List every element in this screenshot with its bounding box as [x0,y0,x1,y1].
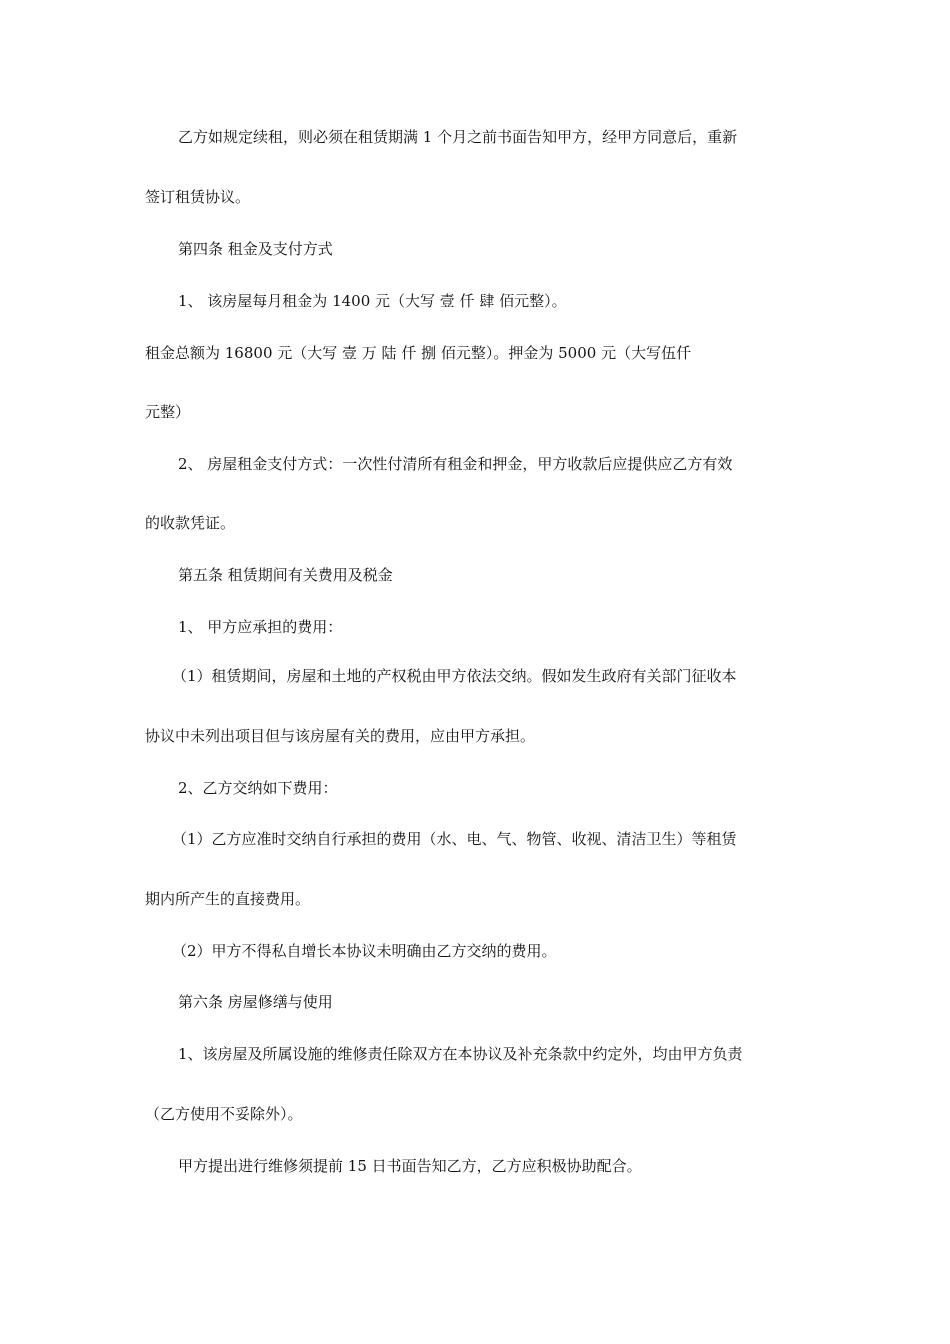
clause-4-2-payment-cont: 的收款凭证。 [145,514,236,532]
clause-5-2-1-cont: 期内所产生的直接费用。 [145,890,311,908]
clause-6-1-notice: 甲方提出进行维修须提前 15 日书面告知乙方，乙方应积极协助配合。 [178,1157,642,1175]
article-5-heading: 第五条 租赁期间有关费用及税金 [178,566,393,584]
clause-4-1-monthly-rent: 1、 该房屋每月租金为 1400 元（大写 壹 仟 肆 佰元整）。 [178,292,567,310]
paragraph-renewal: 乙方如规定续租，则必须在租赁期满 1 个月之前书面告知甲方，经甲方同意后，重新 [178,128,738,146]
clause-6-1-cont: （乙方使用不妥除外）。 [145,1105,303,1123]
clause-4-1-total-rent: 租金总额为 16800 元（大写 壹 万 陆 仟 捌 佰元整）。押金为 5000 元（大写伍仟 [145,344,692,362]
clause-4-1-deposit-cont: 元整） [145,403,191,421]
clause-5-1-1: （1）租赁期间，房屋和土地的产权税由甲方依法交纳。假如发生政府有关部门征收本 [172,667,737,685]
paragraph-renewal-cont: 签订租赁协议。 [145,188,251,206]
clause-5-2-heading: 2、乙方交纳如下费用： [178,779,338,797]
clause-5-2-1: （1）乙方应准时交纳自行承担的费用（水、电、气、物管、收视、清洁卫生）等租赁 [172,830,737,848]
clause-5-1-heading: 1、 甲方应承担的费用： [178,618,343,636]
article-6-heading: 第六条 房屋修缮与使用 [178,993,333,1011]
clause-6-1: 1、该房屋及所属设施的维修责任除双方在本协议及补充条款中约定外，均由甲方负责 [178,1045,743,1063]
clause-5-2-2: （2）甲方不得私自增长本协议未明确由乙方交纳的费用。 [172,942,557,960]
clause-5-1-1-cont: 协议中未列出项目但与该房屋有关的费用，应由甲方承担。 [145,727,536,745]
clause-4-2-payment: 2、 房屋租金支付方式：一次性付清所有租金和押金，甲方收款后应提供应乙方有效 [178,455,733,473]
article-4-heading: 第四条 租金及支付方式 [178,240,333,258]
